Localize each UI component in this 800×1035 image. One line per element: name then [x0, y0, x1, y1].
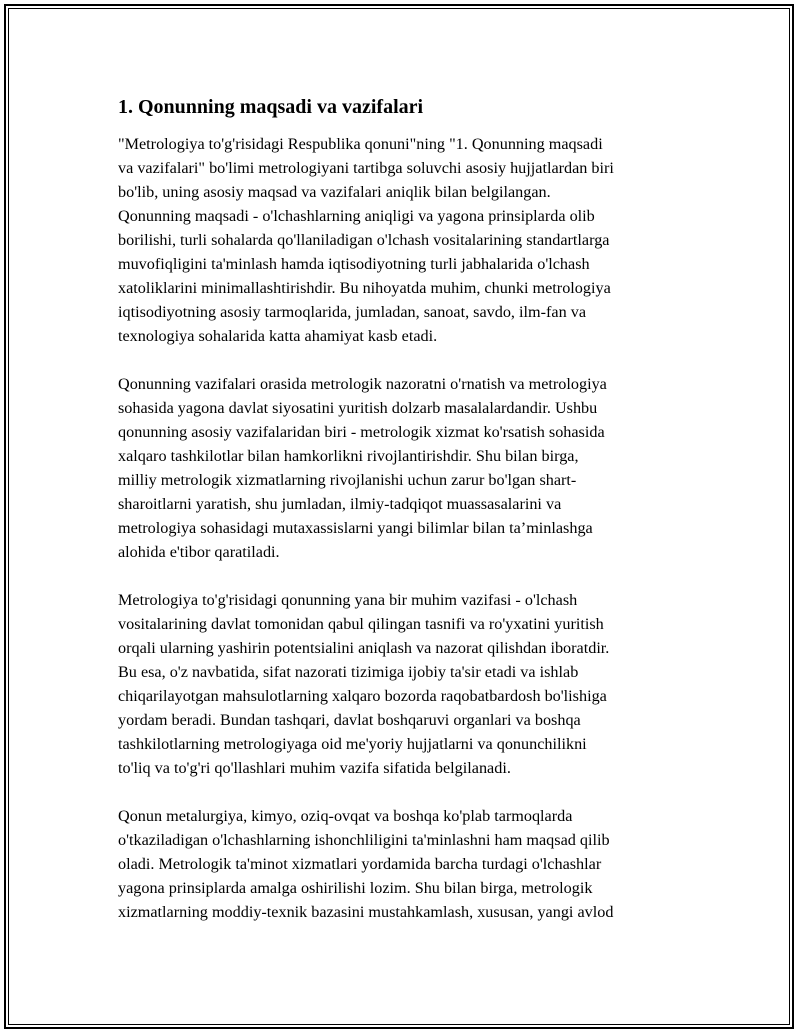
paragraph-line: xizmatlarning moddiy-texnik bazasini mustahkamlash, xususan, yangi avlod [118, 903, 614, 921]
paragraph-line: muvofiqligini ta'minlash hamda iqtisodiyotning turli jabhalarida o'lchash [118, 255, 590, 273]
paragraph [118, 132, 686, 348]
paragraph-line: to'liq va to'g'ri qo'llashlari muhim vazifa sifatida belgilanadi. [118, 759, 511, 777]
paragraph-line: Qonunning maqsadi - o'lchashlarning aniqligi va yagona prinsiplarda olib [118, 207, 595, 225]
paragraph-line: chiqarilayotgan mahsulotlarning xalqaro bozorda raqobatbardosh bo'lishiga [118, 687, 607, 705]
paragraph-line: va vazifalari" bo'limi metrologiyani tartibga soluvchi asosiy hujjatlardan biri [118, 159, 614, 177]
paragraph-line: o'tkaziladigan o'lchashlarning ishonchliligini ta'minlashni ham maqsad qilib [118, 831, 610, 849]
document-body [118, 94, 686, 948]
paragraph [118, 804, 686, 924]
paragraph-line: vositalarining davlat tomonidan qabul qilingan tasnifi va ro'yxatini yuritish [118, 615, 604, 633]
paragraph-line: metrologiya sohasidagi mutaxassislarni yangi bilimlar bilan ta’minlashga [118, 519, 593, 537]
paragraph-line: orqali ularning yashirin potentsialini aniqlash va nazorat qilishdan iboratdir. [118, 639, 610, 657]
paragraph-line: alohida e'tibor qaratiladi. [118, 543, 280, 561]
section-heading: 1. Qonunning maqsadi va vazifalari [118, 96, 424, 118]
paragraph-line: Qonun metalurgiya, kimyo, oziq-ovqat va boshqa ko'plab tarmoqlarda [118, 807, 573, 825]
paragraph-line: "Metrologiya to'g'risidagi Respublika qonuni"ning "1. Qonunning maqsadi [118, 135, 603, 153]
paragraphs-container [118, 132, 686, 924]
paragraph-line: yordam beradi. Bundan tashqari, davlat boshqaruvi organlari va boshqa [118, 711, 581, 729]
paragraph-line: Metrologiya to'g'risidagi qonunning yana bir muhim vazifasi - o'lchash [118, 591, 578, 609]
paragraph-line: milliy metrologik xizmatlarning rivojlanishi uchun zarur bo'lgan shart- [118, 471, 577, 489]
paragraph-line: yagona prinsiplarda amalga oshirilishi lozim. Shu bilan birga, metrologik [118, 879, 593, 897]
paragraph-line: texnologiya sohalarida katta ahamiyat kasb etadi. [118, 327, 438, 345]
paragraph-line: xatoliklarini minimallashtirishdir. Bu nihoyatda muhim, chunki metrologiya [118, 279, 611, 297]
paragraph-line: tashkilotlarning metrologiyaga oid me'yoriy hujjatlarni va qonunchilikni [118, 735, 587, 753]
paragraph-line: borilishi, turli sohalarda qo'llaniladigan o'lchash vositalarining standartlarga [118, 231, 610, 249]
paragraph-line: Qonunning vazifalari orasida metrologik nazoratni o'rnatish va metrologiya [118, 375, 607, 393]
paragraph-line: sharoitlarni yaratish, shu jumladan, ilmiy-tadqiqot muassasalarini va [118, 495, 562, 513]
paragraph-line: bo'lib, uning asosiy maqsad va vazifalari aniqlik bilan belgilangan. [118, 183, 551, 201]
paragraph-line: qonunning asosiy vazifalaridan biri - metrologik xizmat ko'rsatish sohasida [118, 423, 605, 441]
paragraph-line: xalqaro tashkilotlar bilan hamkorlikni rivojlantirishdir. Shu bilan birga, [118, 447, 579, 465]
paragraph-line: sohasida yagona davlat siyosatini yuritish dolzarb masalalardandir. Ushbu [118, 399, 598, 417]
paragraph [118, 372, 686, 564]
paragraph [118, 588, 686, 780]
paragraph-line: iqtisodiyotning asosiy tarmoqlarida, jumladan, sanoat, savdo, ilm-fan va [118, 303, 586, 321]
paragraph-line: Bu esa, o'z navbatida, sifat nazorati tizimiga ijobiy ta'sir etadi va ishlab [118, 663, 579, 681]
paragraph-line: oladi. Metrologik ta'minot xizmatlari yordamida barcha turdagi o'lchashlar [118, 855, 602, 873]
